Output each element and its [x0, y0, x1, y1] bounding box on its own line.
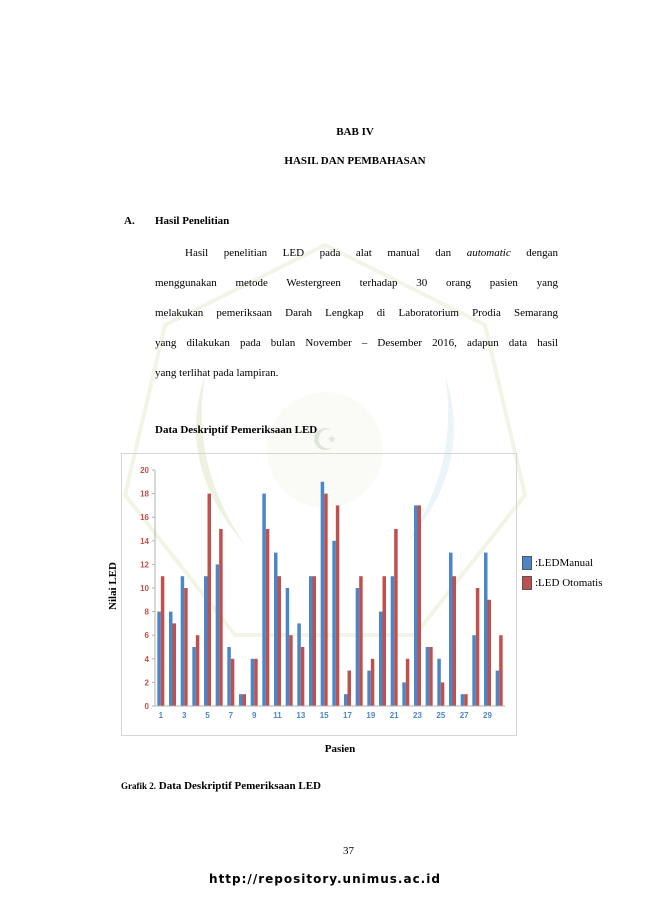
x-tick-label: 19: [366, 711, 376, 720]
x-tick-label: 3: [181, 711, 187, 720]
bar-manual: [297, 623, 301, 706]
caption-prefix: Grafik 2.: [121, 781, 156, 791]
paragraph-line: [155, 246, 558, 261]
bar-otomatis: [324, 494, 328, 706]
x-tick-label: 27: [459, 711, 469, 720]
bar-otomatis: [196, 635, 200, 706]
legend-item-otomatis: [522, 573, 603, 593]
bar-chart: [121, 453, 517, 736]
y-tick-label: 4: [144, 654, 149, 664]
y-tick-label: 14: [140, 536, 149, 546]
x-tick-label: 23: [413, 711, 422, 720]
legend-swatch-manual: [522, 556, 532, 570]
y-tick-label: 12: [140, 560, 149, 570]
bar-manual: [309, 576, 313, 706]
bar-otomatis: [243, 694, 247, 706]
chapter-title: HASIL DAN PEMBAHASAN: [284, 155, 426, 167]
bar-manual: [286, 588, 290, 706]
bar-otomatis: [453, 576, 457, 706]
repository-url: http://repository.unimus.ac.id: [209, 872, 441, 886]
y-tick-label: 6: [144, 631, 149, 641]
paragraph-emphasis: automatic: [466, 247, 511, 259]
bar-manual: [402, 682, 406, 706]
x-tick-label: 21: [389, 711, 399, 720]
chart-legend: [522, 553, 603, 593]
section-letter: A.: [124, 215, 135, 227]
bar-manual: [192, 647, 196, 706]
bar-otomatis: [359, 576, 363, 706]
bar-otomatis: [219, 529, 223, 706]
y-axis-label: Nilai LED: [107, 562, 119, 610]
paragraph-line: menggunakan metode Westergreen terhadap 30 orang pasien yang: [155, 277, 558, 289]
bar-manual: [157, 612, 161, 706]
bar-otomatis: [488, 600, 492, 706]
bar-manual: [391, 576, 395, 706]
bar-manual: [251, 659, 255, 706]
y-tick-label: 2: [144, 678, 149, 688]
paragraph-line: melakukan pemeriksaan Darah Lengkap di Laboratorium Prodia Semarang: [155, 307, 558, 319]
paragraph-text: dengan: [526, 247, 559, 259]
bar-manual: [461, 694, 465, 706]
bar-manual: [169, 612, 173, 706]
y-tick-label: 0: [144, 702, 149, 711]
bar-otomatis: [254, 659, 258, 706]
bar-otomatis: [348, 671, 352, 706]
paragraph-line: yang terlihat pada lampiran.: [155, 367, 279, 379]
bar-otomatis: [266, 529, 270, 706]
section-title: Hasil Penelitian: [155, 215, 230, 227]
y-tick-label: 16: [140, 513, 149, 523]
bar-manual: [216, 564, 220, 706]
bar-otomatis: [336, 505, 340, 706]
y-tick-label: 10: [140, 584, 149, 593]
bar-manual: [332, 541, 336, 706]
paragraph-line: yang dilakukan pada bulan November – Desember 2016, adapun data hasil: [155, 337, 558, 349]
x-tick-label: 7: [228, 711, 234, 720]
x-tick-label: 11: [273, 711, 282, 720]
bar-otomatis: [429, 647, 433, 706]
x-tick-label: 13: [296, 711, 306, 720]
x-tick-label: 9: [251, 711, 257, 720]
x-tick-label: 29: [483, 711, 492, 720]
bar-manual: [367, 671, 371, 706]
y-tick-label: 18: [140, 489, 149, 499]
bar-manual: [321, 482, 325, 706]
page-number: 37: [343, 845, 354, 857]
chart-heading: Data Deskriptif Pemeriksaan LED: [155, 424, 318, 436]
legend-label-otomatis: :LED Otomatis: [535, 577, 603, 589]
bar-manual: [227, 647, 231, 706]
x-tick-label: 17: [343, 711, 352, 720]
bar-manual: [449, 553, 453, 706]
bar-otomatis: [301, 647, 305, 706]
bar-manual: [379, 612, 383, 706]
bar-manual: [344, 694, 348, 706]
x-tick-label: 25: [436, 711, 446, 720]
x-tick-label: 5: [205, 711, 210, 720]
paragraph-text: Hasil penelitian LED pada alat manual dan: [185, 247, 452, 259]
bar-otomatis: [278, 576, 282, 706]
bar-otomatis: [208, 494, 212, 706]
caption-text: Data Deskriptif Pemeriksaan LED: [158, 780, 321, 792]
bar-otomatis: [371, 659, 375, 706]
legend-label-manual: :LEDManual: [535, 557, 594, 569]
bar-otomatis: [184, 588, 188, 706]
legend-item-manual: [522, 553, 603, 573]
bar-manual: [356, 588, 360, 706]
bar-otomatis: [231, 659, 235, 706]
bar-otomatis: [476, 588, 480, 706]
bar-manual: [437, 659, 441, 706]
legend-swatch-otomatis: [522, 576, 532, 590]
bar-manual: [484, 553, 488, 706]
x-tick-label: 15: [319, 711, 329, 720]
bar-manual: [181, 576, 185, 706]
figure-caption: [121, 780, 321, 792]
bar-manual: [274, 553, 278, 706]
bar-manual: [204, 576, 208, 706]
bar-otomatis: [289, 635, 293, 706]
bar-otomatis: [161, 576, 165, 706]
bar-manual: [414, 505, 418, 706]
bar-otomatis: [313, 576, 317, 706]
x-axis-label: Pasien: [324, 743, 356, 755]
bar-otomatis: [406, 659, 410, 706]
bar-otomatis: [441, 682, 445, 706]
bar-manual: [262, 494, 266, 706]
bar-otomatis: [464, 694, 468, 706]
bar-otomatis: [383, 576, 387, 706]
y-tick-label: 8: [144, 607, 149, 617]
y-tick-label: 20: [140, 466, 149, 475]
bar-manual: [239, 694, 243, 706]
bar-otomatis: [418, 505, 422, 706]
x-tick-label: 1: [158, 711, 164, 720]
bar-otomatis: [173, 623, 177, 706]
bar-manual: [472, 635, 476, 706]
bar-manual: [496, 671, 500, 706]
chapter-number: BAB IV: [336, 126, 374, 138]
bar-otomatis: [394, 529, 398, 706]
bar-manual: [426, 647, 430, 706]
svg-text:☪: ☪: [311, 423, 339, 458]
bar-otomatis: [499, 635, 503, 706]
